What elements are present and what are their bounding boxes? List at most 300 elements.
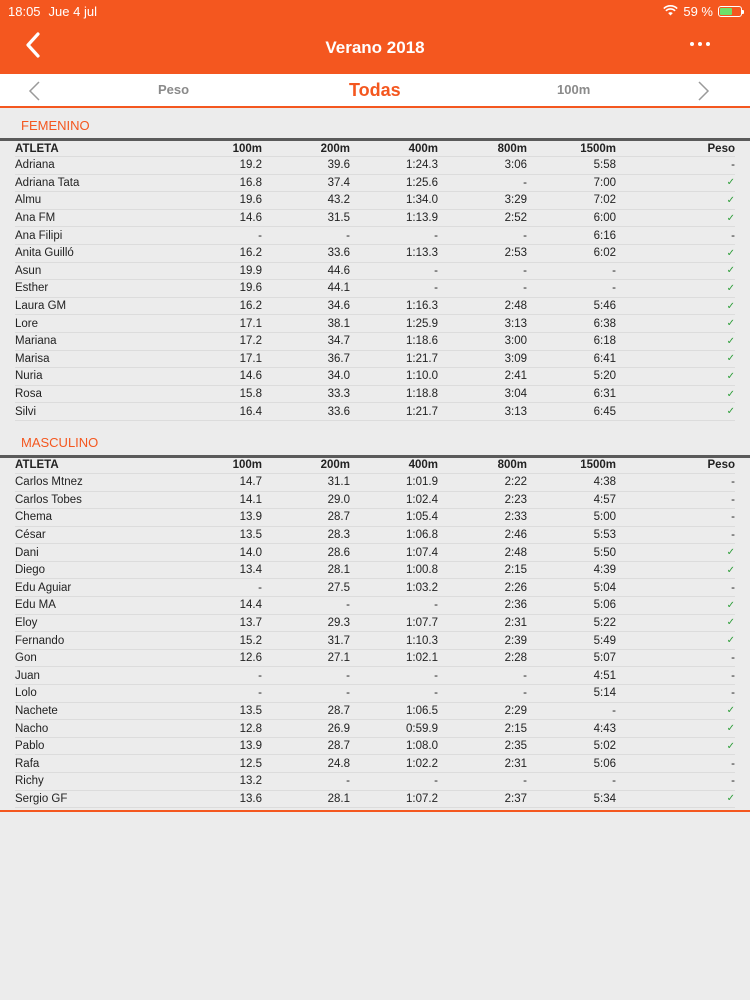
cell-m100: 19.2 bbox=[239, 159, 262, 172]
cell-m800: 2:29 bbox=[504, 704, 527, 717]
cell-m800: 3:06 bbox=[504, 159, 527, 172]
cell-m400: - bbox=[434, 775, 438, 788]
cell-m400: 1:07.4 bbox=[406, 546, 438, 559]
col-100m: 100m bbox=[232, 142, 262, 155]
cell-m400: 1:06.5 bbox=[406, 704, 438, 717]
table-row[interactable] bbox=[15, 527, 735, 545]
cell-m100: 13.2 bbox=[239, 775, 262, 788]
cell-m400: 1:24.3 bbox=[406, 159, 438, 172]
cell-m1500: - bbox=[612, 282, 616, 295]
nav-bar bbox=[0, 22, 750, 74]
col-800m: 800m bbox=[497, 142, 527, 155]
cell-m1500: 5:46 bbox=[593, 300, 616, 313]
cell-name: Laura GM bbox=[15, 300, 67, 313]
prev-tab-arrow[interactable] bbox=[24, 80, 46, 102]
cell-name: Esther bbox=[15, 282, 49, 295]
cell-m100: - bbox=[258, 581, 262, 594]
cell-m1500: 5:49 bbox=[593, 634, 616, 647]
cell-m800: 2:15 bbox=[504, 564, 527, 577]
cell-m1500: 5:02 bbox=[593, 740, 616, 753]
cell-m100: 13.4 bbox=[239, 564, 262, 577]
cell-name: Adriana bbox=[15, 159, 55, 172]
cell-m1500: 6:38 bbox=[593, 317, 616, 330]
cell-m200: 44.6 bbox=[327, 264, 350, 277]
table-row[interactable] bbox=[15, 685, 735, 703]
cell-m400: 1:07.7 bbox=[406, 616, 438, 629]
cell-name: Adriana Tata bbox=[15, 176, 80, 189]
dot-icon bbox=[698, 42, 702, 46]
table-masculino bbox=[0, 455, 750, 808]
table-body-masculino bbox=[0, 474, 750, 808]
table-row[interactable] bbox=[15, 157, 735, 175]
cell-m200: 29.3 bbox=[327, 616, 350, 629]
cell-m1500: 4:39 bbox=[593, 564, 616, 577]
status-time: 18:05 bbox=[8, 3, 41, 19]
cell-name: Marisa bbox=[15, 352, 50, 365]
cell-m1500: 5:50 bbox=[593, 546, 616, 559]
cell-m400: 1:18.6 bbox=[406, 335, 438, 348]
cell-m400: 1:01.9 bbox=[406, 476, 438, 489]
cell-name: Edu Aguiar bbox=[15, 581, 72, 594]
more-options-button[interactable] bbox=[686, 36, 714, 52]
cell-m100: 15.2 bbox=[239, 634, 262, 647]
cell-m800: 2:41 bbox=[504, 370, 527, 383]
cell-m800: 2:15 bbox=[504, 722, 527, 735]
cell-m100: 13.5 bbox=[239, 704, 262, 717]
cell-m800: 2:22 bbox=[504, 476, 527, 489]
cell-peso: - bbox=[731, 159, 735, 172]
cell-m1500: 5:06 bbox=[593, 599, 616, 612]
cell-m200: 27.1 bbox=[327, 652, 350, 665]
table-row[interactable] bbox=[15, 509, 735, 527]
chevron-left-icon bbox=[24, 80, 46, 102]
cell-m200: 34.6 bbox=[327, 300, 350, 313]
check-icon: ✓ bbox=[726, 705, 735, 717]
cell-m200: - bbox=[346, 229, 350, 242]
cell-name: Sergio GF bbox=[15, 792, 68, 805]
cell-m800: 3:04 bbox=[504, 388, 527, 401]
cell-name: Rosa bbox=[15, 388, 42, 401]
cell-m200: - bbox=[346, 599, 350, 612]
cell-m1500: 5:04 bbox=[593, 581, 616, 594]
cell-m1500: 7:02 bbox=[593, 194, 616, 207]
cell-name: Dani bbox=[15, 546, 39, 559]
cell-m200: 34.7 bbox=[327, 335, 350, 348]
cell-m800: 2:23 bbox=[504, 493, 527, 506]
col-800m: 800m bbox=[497, 459, 527, 472]
cell-m800: 2:39 bbox=[504, 634, 527, 647]
cell-peso: - bbox=[731, 775, 735, 788]
cell-m800: 2:31 bbox=[504, 757, 527, 770]
cell-m400: 1:21.7 bbox=[406, 405, 438, 418]
cell-m1500: 6:00 bbox=[593, 212, 616, 225]
cell-name: Nacho bbox=[15, 722, 49, 735]
cell-m800: 2:46 bbox=[504, 528, 527, 541]
wifi-icon bbox=[663, 4, 678, 19]
check-icon: ✓ bbox=[726, 194, 735, 206]
check-icon: ✓ bbox=[726, 300, 735, 312]
col-1500m: 1500m bbox=[580, 142, 616, 155]
table-body-femenino bbox=[0, 157, 750, 421]
cell-m400: 1:16.3 bbox=[406, 300, 438, 313]
cell-m800: 2:35 bbox=[504, 740, 527, 753]
cell-m1500: 6:18 bbox=[593, 335, 616, 348]
table-row[interactable] bbox=[15, 210, 735, 228]
cell-m200: - bbox=[346, 775, 350, 788]
cell-m800: 2:28 bbox=[504, 652, 527, 665]
battery-icon bbox=[718, 6, 742, 17]
col-peso: Peso bbox=[707, 142, 735, 155]
cell-m100: 17.1 bbox=[239, 317, 262, 330]
cell-m100: 15.8 bbox=[239, 388, 262, 401]
check-icon: ✓ bbox=[726, 740, 735, 752]
cell-m800: 2:48 bbox=[504, 300, 527, 313]
table-femenino bbox=[0, 138, 750, 421]
table-row[interactable] bbox=[15, 263, 735, 281]
table-row[interactable] bbox=[15, 650, 735, 668]
tab-bar bbox=[0, 74, 750, 108]
table-row[interactable] bbox=[15, 368, 735, 386]
cell-peso: - bbox=[731, 528, 735, 541]
back-button[interactable] bbox=[18, 32, 48, 62]
tab-peso[interactable]: Peso bbox=[158, 82, 190, 97]
cell-m100: 19.6 bbox=[239, 282, 262, 295]
cell-peso: - bbox=[731, 229, 735, 242]
cell-m1500: 6:16 bbox=[593, 229, 616, 242]
cell-m800: - bbox=[523, 775, 527, 788]
cell-name: César bbox=[15, 528, 46, 541]
cell-m800: 3:29 bbox=[504, 194, 527, 207]
cell-m100: 14.7 bbox=[239, 476, 262, 489]
cell-name: Chema bbox=[15, 511, 53, 524]
table-row[interactable] bbox=[15, 562, 735, 580]
table-row[interactable] bbox=[15, 544, 735, 562]
cell-m200: 34.0 bbox=[327, 370, 350, 383]
dot-icon bbox=[690, 42, 694, 46]
cell-name: Nachete bbox=[15, 704, 58, 717]
table-row[interactable] bbox=[15, 667, 735, 685]
page-title: Verano 2018 bbox=[325, 38, 425, 57]
cell-name: Eloy bbox=[15, 616, 38, 629]
cell-m800: 2:53 bbox=[504, 247, 527, 260]
col-200m: 200m bbox=[320, 142, 350, 155]
cell-m1500: 4:51 bbox=[593, 669, 616, 682]
cell-name: Carlos Tobes bbox=[15, 493, 82, 506]
status-date: Jue 4 jul bbox=[48, 3, 97, 19]
cell-m400: - bbox=[434, 264, 438, 277]
table-row[interactable] bbox=[15, 245, 735, 263]
table-row[interactable] bbox=[15, 615, 735, 633]
cell-m400: 1:08.0 bbox=[406, 740, 438, 753]
cell-m400: 1:21.7 bbox=[406, 352, 438, 365]
cell-m1500: 5:14 bbox=[593, 687, 616, 700]
cell-m200: 26.9 bbox=[327, 722, 350, 735]
cell-m100: - bbox=[258, 669, 262, 682]
cell-peso: - bbox=[731, 581, 735, 594]
bottom-divider bbox=[0, 810, 750, 812]
cell-m1500: 5:22 bbox=[593, 616, 616, 629]
cell-m400: 1:02.2 bbox=[406, 757, 438, 770]
cell-name: Pablo bbox=[15, 740, 45, 753]
cell-m1500: 4:57 bbox=[593, 493, 616, 506]
tab-todas[interactable]: Todas bbox=[349, 80, 401, 100]
cell-m400: 1:03.2 bbox=[406, 581, 438, 594]
cell-m200: 28.1 bbox=[327, 564, 350, 577]
cell-m400: 1:25.9 bbox=[406, 317, 438, 330]
cell-m200: 29.0 bbox=[327, 493, 350, 506]
cell-m100: 12.6 bbox=[239, 652, 262, 665]
cell-m800: - bbox=[523, 264, 527, 277]
table-row[interactable] bbox=[15, 386, 735, 404]
cell-peso: - bbox=[731, 757, 735, 770]
cell-m800: 2:26 bbox=[504, 581, 527, 594]
table-row[interactable] bbox=[15, 175, 735, 193]
cell-m800: - bbox=[523, 282, 527, 295]
col-peso: Peso bbox=[707, 459, 735, 472]
chevron-right-icon bbox=[692, 80, 714, 102]
cell-m200: 27.5 bbox=[327, 581, 350, 594]
cell-m800: 3:13 bbox=[504, 317, 527, 330]
cell-m800: - bbox=[523, 176, 527, 189]
cell-m400: 1:18.8 bbox=[406, 388, 438, 401]
check-icon: ✓ bbox=[726, 265, 735, 277]
col-atleta: ATLETA bbox=[15, 459, 59, 472]
cell-m1500: 5:34 bbox=[593, 792, 616, 805]
cell-m400: 1:00.8 bbox=[406, 564, 438, 577]
cell-m200: 28.3 bbox=[327, 528, 350, 541]
cell-m1500: 7:00 bbox=[593, 176, 616, 189]
check-icon: ✓ bbox=[726, 318, 735, 330]
cell-m200: 28.7 bbox=[327, 740, 350, 753]
cell-m1500: - bbox=[612, 264, 616, 277]
cell-peso: - bbox=[731, 669, 735, 682]
check-icon: ✓ bbox=[726, 370, 735, 382]
section-title-masculino: MASCULINO bbox=[21, 434, 99, 450]
cell-m100: 16.2 bbox=[239, 247, 262, 260]
cell-m1500: - bbox=[612, 704, 616, 717]
cell-name: Silvi bbox=[15, 405, 37, 418]
cell-m100: 14.0 bbox=[239, 546, 262, 559]
cell-m100: 17.1 bbox=[239, 352, 262, 365]
cell-m400: 1:02.4 bbox=[406, 493, 438, 506]
status-bar bbox=[0, 0, 750, 22]
cell-m100: 14.1 bbox=[239, 493, 262, 506]
col-100m: 100m bbox=[232, 459, 262, 472]
cell-m800: 2:48 bbox=[504, 546, 527, 559]
cell-m400: 1:10.3 bbox=[406, 634, 438, 647]
col-200m: 200m bbox=[320, 459, 350, 472]
cell-m1500: 5:20 bbox=[593, 370, 616, 383]
cell-name: Lolo bbox=[15, 687, 37, 700]
cell-m200: 31.7 bbox=[327, 634, 350, 647]
cell-m1500: 4:38 bbox=[593, 476, 616, 489]
table-row[interactable] bbox=[15, 403, 735, 421]
cell-m800: 3:00 bbox=[504, 335, 527, 348]
cell-m1500: 5:58 bbox=[593, 159, 616, 172]
cell-m200: 31.5 bbox=[327, 212, 350, 225]
table-row[interactable] bbox=[15, 492, 735, 510]
cell-name: Nuria bbox=[15, 370, 43, 383]
cell-peso: - bbox=[731, 652, 735, 665]
table-row[interactable] bbox=[15, 579, 735, 597]
cell-m800: 2:37 bbox=[504, 792, 527, 805]
cell-m400: 1:02.1 bbox=[406, 652, 438, 665]
cell-name: Juan bbox=[15, 669, 40, 682]
cell-peso: - bbox=[731, 476, 735, 489]
cell-m400: 1:06.8 bbox=[406, 528, 438, 541]
cell-m100: 16.2 bbox=[239, 300, 262, 313]
cell-m1500: 6:31 bbox=[593, 388, 616, 401]
check-icon: ✓ bbox=[726, 793, 735, 805]
cell-m200: 28.6 bbox=[327, 546, 350, 559]
cell-m200: 33.6 bbox=[327, 405, 350, 418]
cell-m800: 3:09 bbox=[504, 352, 527, 365]
dot-icon bbox=[706, 42, 710, 46]
cell-m100: 19.9 bbox=[239, 264, 262, 277]
cell-m200: 24.8 bbox=[327, 757, 350, 770]
cell-m100: 14.6 bbox=[239, 212, 262, 225]
col-atleta: ATLETA bbox=[15, 142, 59, 155]
cell-m100: 12.8 bbox=[239, 722, 262, 735]
cell-m400: 1:13.3 bbox=[406, 247, 438, 260]
cell-m100: 14.4 bbox=[239, 599, 262, 612]
table-row[interactable] bbox=[15, 632, 735, 650]
check-icon: ✓ bbox=[726, 247, 735, 259]
table-row[interactable] bbox=[15, 474, 735, 492]
cell-m200: 31.1 bbox=[327, 476, 350, 489]
table-row[interactable] bbox=[15, 703, 735, 721]
table-header bbox=[15, 458, 735, 474]
cell-m100: 19.6 bbox=[239, 194, 262, 207]
cell-m1500: 5:00 bbox=[593, 511, 616, 524]
cell-m800: 3:13 bbox=[504, 405, 527, 418]
table-row[interactable] bbox=[15, 192, 735, 210]
col-1500m: 1500m bbox=[580, 459, 616, 472]
cell-name: Ana FM bbox=[15, 212, 56, 225]
table-row[interactable] bbox=[15, 298, 735, 316]
check-icon: ✓ bbox=[726, 212, 735, 224]
cell-m1500: 6:41 bbox=[593, 352, 616, 365]
cell-m200: 28.1 bbox=[327, 792, 350, 805]
cell-m400: - bbox=[434, 282, 438, 295]
table-row[interactable] bbox=[15, 755, 735, 773]
cell-m800: 2:36 bbox=[504, 599, 527, 612]
table-row[interactable] bbox=[15, 720, 735, 738]
cell-peso: - bbox=[731, 493, 735, 506]
cell-m100: 13.9 bbox=[239, 740, 262, 753]
cell-m400: 1:34.0 bbox=[406, 194, 438, 207]
cell-m800: 2:31 bbox=[504, 616, 527, 629]
check-icon: ✓ bbox=[726, 635, 735, 647]
next-tab-arrow[interactable] bbox=[692, 80, 714, 102]
cell-name: Diego bbox=[15, 564, 46, 577]
table-row[interactable] bbox=[15, 315, 735, 333]
cell-m100: 14.6 bbox=[239, 370, 262, 383]
cell-m1500: 5:53 bbox=[593, 528, 616, 541]
tab-100m[interactable]: 100m bbox=[557, 82, 591, 97]
cell-m800: 2:33 bbox=[504, 511, 527, 524]
cell-m800: - bbox=[523, 687, 527, 700]
cell-name: Gon bbox=[15, 652, 37, 665]
check-icon: ✓ bbox=[726, 353, 735, 365]
cell-m100: 13.6 bbox=[239, 792, 262, 805]
table-row[interactable] bbox=[15, 333, 735, 351]
cell-m400: 1:05.4 bbox=[406, 511, 438, 524]
cell-m100: 17.2 bbox=[239, 335, 262, 348]
col-400m: 400m bbox=[408, 459, 438, 472]
cell-name: Anita Guilló bbox=[15, 247, 74, 260]
cell-m100: - bbox=[258, 229, 262, 242]
table-header bbox=[15, 141, 735, 157]
cell-m800: - bbox=[523, 229, 527, 242]
cell-name: Carlos Mtnez bbox=[15, 476, 83, 489]
cell-m1500: 5:06 bbox=[593, 757, 616, 770]
cell-m1500: 5:07 bbox=[593, 652, 616, 665]
cell-m1500: 6:02 bbox=[593, 247, 616, 260]
cell-m100: 12.5 bbox=[239, 757, 262, 770]
cell-m200: - bbox=[346, 687, 350, 700]
cell-m200: - bbox=[346, 669, 350, 682]
cell-m200: 37.4 bbox=[327, 176, 350, 189]
table-row[interactable] bbox=[15, 791, 735, 809]
check-icon: ✓ bbox=[726, 177, 735, 189]
cell-m400: 1:10.0 bbox=[406, 370, 438, 383]
battery-percent: 59 % bbox=[683, 3, 713, 19]
cell-m200: 36.7 bbox=[327, 352, 350, 365]
cell-m200: 43.2 bbox=[327, 194, 350, 207]
cell-peso: - bbox=[731, 687, 735, 700]
cell-m1500: 6:45 bbox=[593, 405, 616, 418]
cell-m100: 16.4 bbox=[239, 405, 262, 418]
table-row[interactable] bbox=[15, 351, 735, 369]
cell-m1500: 4:43 bbox=[593, 722, 616, 735]
chevron-left-icon bbox=[25, 32, 41, 63]
cell-m400: - bbox=[434, 599, 438, 612]
cell-m100: 13.5 bbox=[239, 528, 262, 541]
cell-m400: - bbox=[434, 229, 438, 242]
cell-m400: 1:13.9 bbox=[406, 212, 438, 225]
table-row[interactable] bbox=[15, 773, 735, 791]
cell-m200: 28.7 bbox=[327, 704, 350, 717]
cell-m200: 39.6 bbox=[327, 159, 350, 172]
check-icon: ✓ bbox=[726, 617, 735, 629]
cell-name: Rafa bbox=[15, 757, 40, 770]
check-icon: ✓ bbox=[726, 547, 735, 559]
cell-peso: - bbox=[731, 511, 735, 524]
section-title-femenino: FEMENINO bbox=[21, 118, 90, 133]
cell-name: Lore bbox=[15, 317, 39, 330]
check-icon: ✓ bbox=[726, 282, 735, 294]
cell-name: Richy bbox=[15, 775, 44, 788]
table-row[interactable] bbox=[15, 738, 735, 756]
check-icon: ✓ bbox=[726, 335, 735, 347]
cell-name: Almu bbox=[15, 194, 42, 207]
cell-m200: 44.1 bbox=[327, 282, 350, 295]
cell-m400: - bbox=[434, 669, 438, 682]
cell-m100: 13.9 bbox=[239, 511, 262, 524]
cell-m400: 0:59.9 bbox=[406, 722, 438, 735]
table-row[interactable] bbox=[15, 227, 735, 245]
results-content bbox=[0, 110, 750, 812]
cell-name: Mariana bbox=[15, 335, 57, 348]
table-row[interactable] bbox=[15, 597, 735, 615]
cell-m400: 1:07.2 bbox=[406, 792, 438, 805]
cell-name: Asun bbox=[15, 264, 42, 277]
cell-name: Ana Filipi bbox=[15, 229, 63, 242]
table-row[interactable] bbox=[15, 280, 735, 298]
cell-name: Fernando bbox=[15, 634, 65, 647]
cell-name: Edu MA bbox=[15, 599, 56, 612]
